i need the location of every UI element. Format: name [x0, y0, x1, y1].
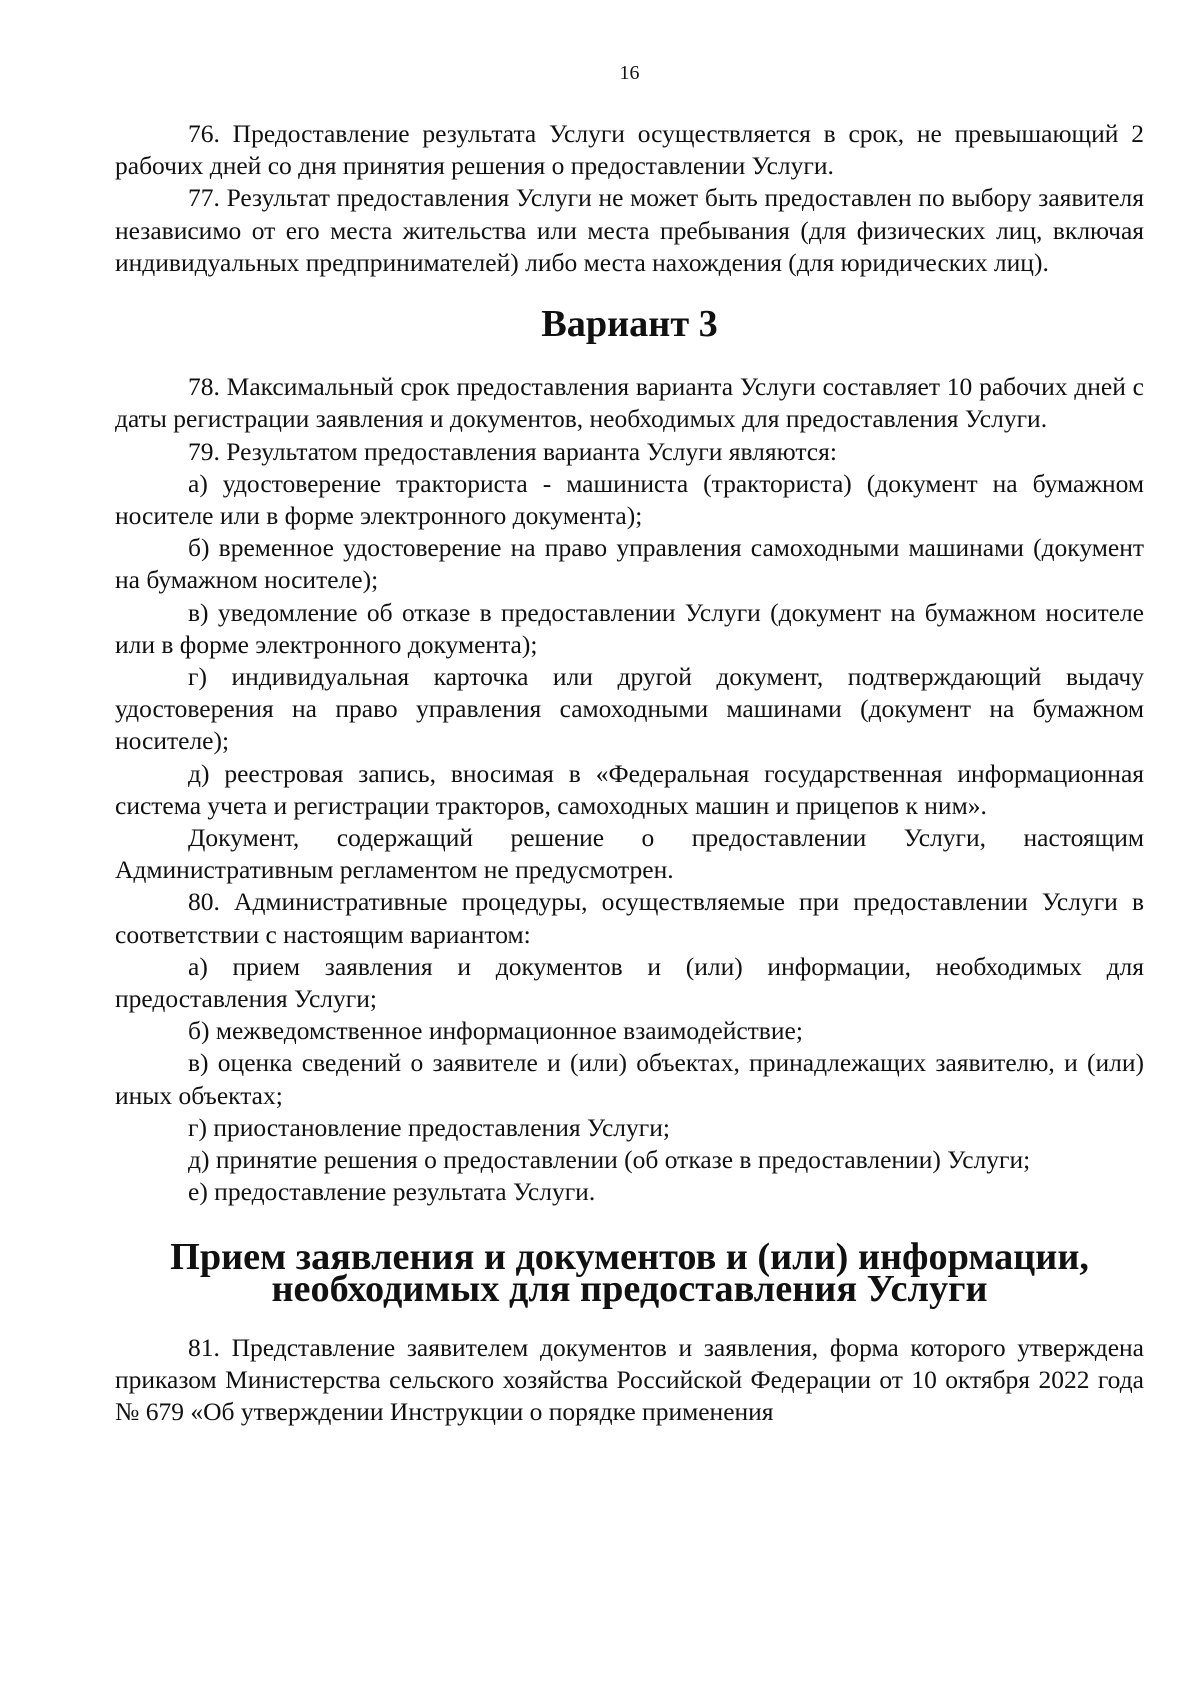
paragraph-81: 81. Представление заявителем документов и заявления, форма которого утверждена приказом Министерства сельского хозяйства Российской Федерации от 10 октября 2022 года № 679 «Об утверждении Инструкции о порядке применения [115, 1332, 1144, 1427]
variant-heading: Вариант 3 [541, 303, 718, 346]
paragraphs-block-3 [115, 1332, 1144, 1429]
list-item-80-d: д) принятие решения о предоставлении (об отказе в предоставлении) Услуги; [188, 1145, 1031, 1175]
list-item-79-d: д) реестровая запись, вносимая в «Федеральная государственная информационная система учета и регистрации тракторов, самоходных машин и прицепов к ним». [115, 758, 1144, 820]
list-item-80-e: е) предоставление результата Услуги. [188, 1177, 596, 1207]
list-item-79-g: г) индивидуальная карточка или другой документ, подтверждающий выдачу удостоверения на право управления самоходными машинами (документ на бумажном носителе); [115, 662, 1144, 756]
list-item-79-v: в) уведомление об отказе в предоставлении Услуги (документ на бумажном носителе или в форме электронного документа); [115, 597, 1144, 659]
paragraph-78: 78. Максимальный срок предоставления варианта Услуги составляет 10 рабочих дней с даты регистрации заявления и документов, необходимых для предоставления Услуги. [115, 372, 1144, 434]
list-item-79-a: а) удостоверение тракториста - машиниста (тракториста) (документ на бумажном носителе или в форме электронного документа); [115, 468, 1144, 531]
list-item-80-g: г) приостановление предоставления Услуги; [188, 1112, 670, 1142]
page-number: 16 [619, 62, 640, 84]
document-page [115, 62, 1144, 1429]
paragraph-79: 79. Результатом предоставления варианта Услуги являются: [188, 436, 837, 466]
paragraphs-block-1 [115, 118, 1144, 279]
paragraph-decision-note: Документ, содержащий решение о предоставлении Услуги, настоящим Административным регламентом не предусмотрен. [115, 823, 1144, 885]
paragraph-76: 76. Предоставление результата Услуги осуществляется в срок, не превышающий 2 рабочих дней со дня принятия решения о предоставлении Услуги. [115, 119, 1144, 181]
list-item-79-b: б) временное удостоверение на право управления самоходными машинами (документ на бумажном носителе); [115, 533, 1144, 595]
list-item-80-b: б) межведомственное информационное взаимодействие; [188, 1016, 803, 1046]
paragraph-80: 80. Административные процедуры, осуществляемые при предоставлении Услуги в соответствии с настоящим вариантом: [115, 887, 1144, 949]
list-item-80-v: в) оценка сведений о заявителе и (или) объектах, принадлежащих заявителю, и (или) иных объектах; [115, 1048, 1144, 1110]
section-heading: Прием заявления и документов и (или) информации, необходимых для предоставления Услуги [170, 1235, 1089, 1310]
list-item-80-a: а) прием заявления и документов и (или) информации, необходимых для предоставления Услуги; [115, 951, 1144, 1014]
paragraphs-block-2 [115, 371, 1144, 1208]
paragraph-77: 77. Результат предоставления Услуги не может быть предоставлен по выбору заявителя независимо от его места жительства или места пребывания (для физических лиц, включая индивидуальных предпринимателей) либо места нахождения (для юридических лиц). [115, 183, 1144, 277]
